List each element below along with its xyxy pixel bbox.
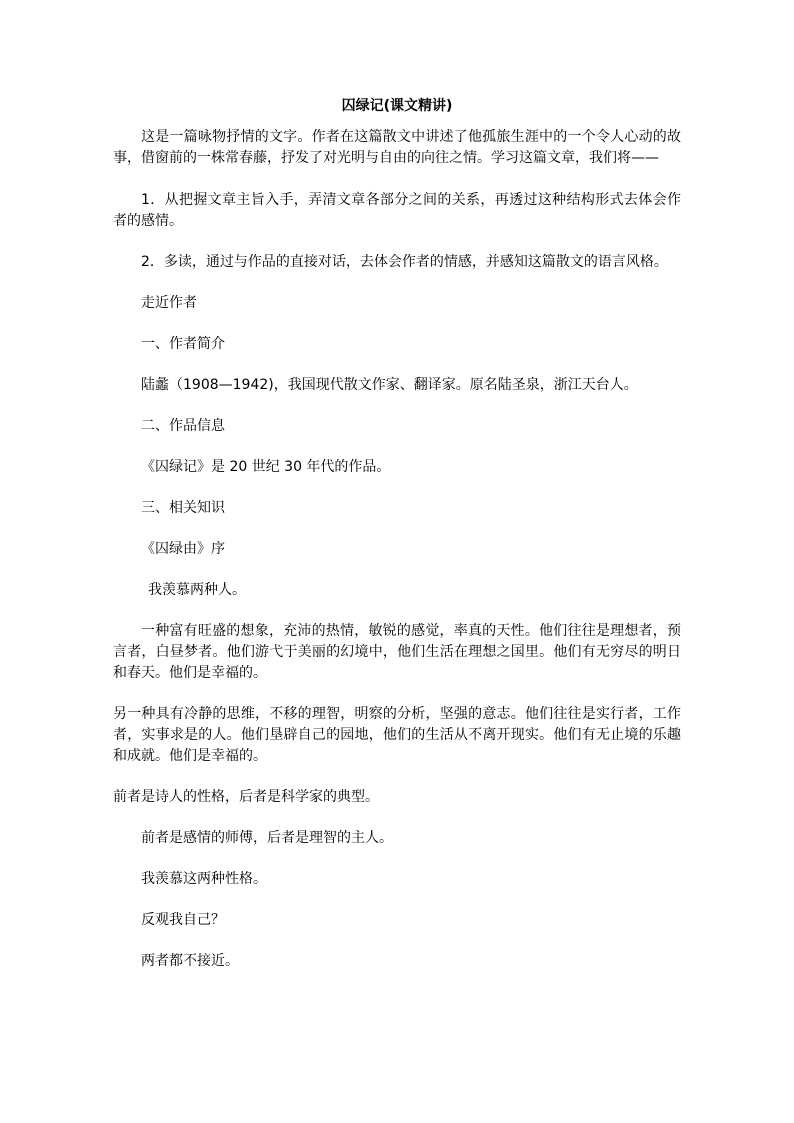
goal-item-1: 1．从把握文章主旨入手，弄清文章各部分之间的关系，再透过这种结构形式去体会作者的感情。 <box>113 192 681 229</box>
preface-paragraph: 另一种具有冷静的思维，不移的理智，明察的分析，坚强的意志。他们往往是实行者，工作者，实事求是的人。他们垦辟自己的园地，他们的生活从不离开现实。他们有无止境的乐趣和成就。他们是幸福的。 <box>113 706 681 764</box>
intro-paragraph: 这是一篇咏物抒情的文字。作者在这篇散文中讲述了他孤旅生涯中的一个令人心动的故事，借窗前的一株常春藤，抒发了对光明与自由的向往之情。学习这篇文章，我们将—— <box>113 129 681 166</box>
document-page <box>113 96 681 992</box>
preface-paragraph: 我羡慕这两种性格。 <box>141 871 267 887</box>
preface-paragraph: 两者都不接近。 <box>141 953 239 969</box>
subheading-work-info: 二、作品信息 <box>141 418 225 434</box>
subheading-author-intro: 一、作者简介 <box>141 336 225 352</box>
work-info-paragraph: 《囚绿记》是 20 世纪 30 年代的作品。 <box>141 459 391 475</box>
preface-paragraph: 一种富有旺盛的想象，充沛的热情，敏锐的感觉，率真的天性。他们往往是理想者，预言者，白昼梦者。他们游弋于美丽的幻境中，他们生活在理想之国里。他们有无穷尽的明日和春天。他们是幸福的。 <box>113 623 681 681</box>
preface-title: 《囚绿由》序 <box>141 541 225 557</box>
preface-paragraph: 前者是感情的师傅，后者是理智的主人。 <box>141 830 393 846</box>
preface-paragraph: 我羡慕两种人。 <box>148 582 246 598</box>
author-bio-paragraph: 陆蠡（1908—1942)，我国现代散文作家、翻译家。原名陆圣泉，浙江天台人。 <box>141 377 638 393</box>
section-heading-author: 走近作者 <box>141 295 197 311</box>
goal-item-2: 2．多读，通过与作品的直接对话，去体会作者的情感，并感知这篇散文的语言风格。 <box>141 254 668 270</box>
preface-paragraph: 前者是诗人的性格，后者是科学家的典型。 <box>113 789 379 805</box>
subheading-related-knowledge: 三、相关知识 <box>141 500 225 516</box>
preface-paragraph: 反观我自己？ <box>141 912 225 928</box>
document-title: 囚绿记(课文精讲) <box>341 98 453 114</box>
